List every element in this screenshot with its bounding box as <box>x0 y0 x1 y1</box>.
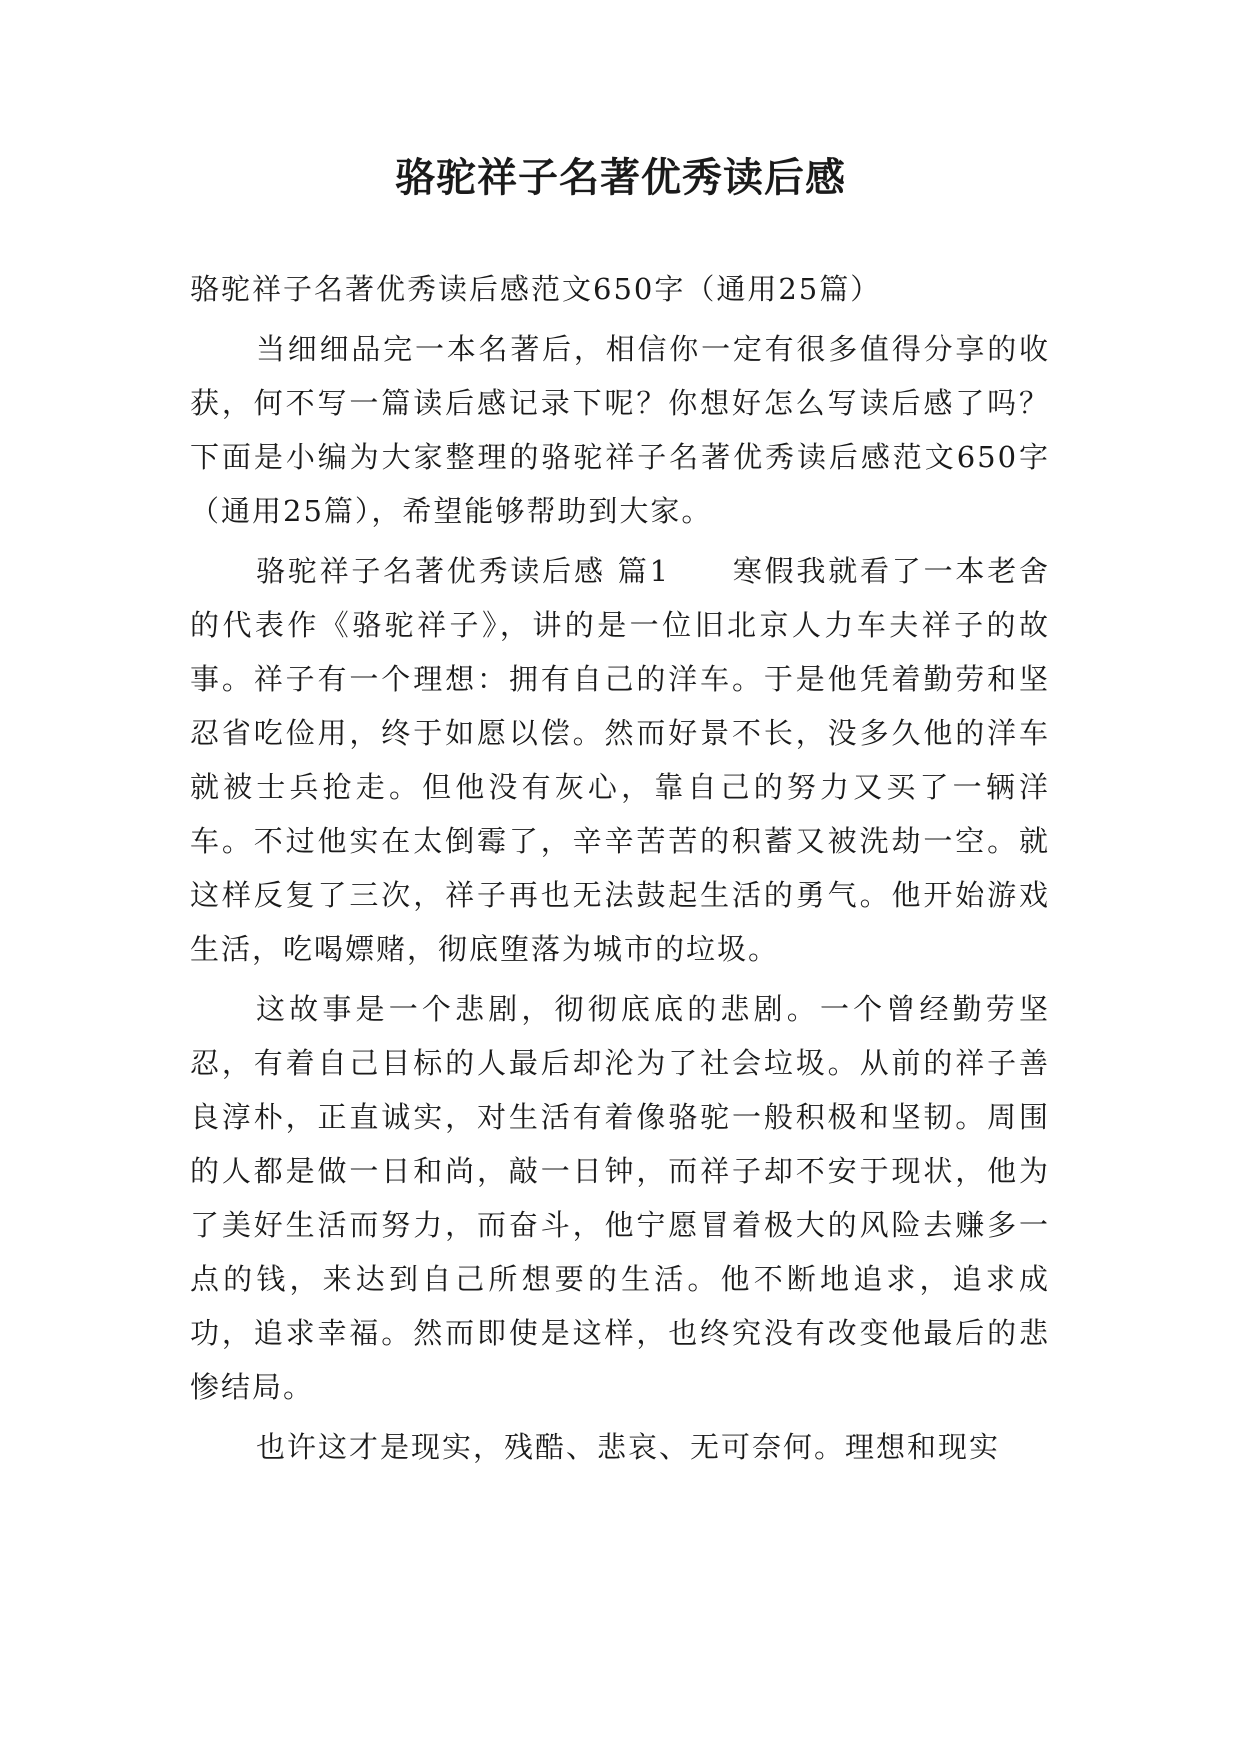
document-subtitle: 骆驼祥子名著优秀读后感范文650字（通用25篇） <box>190 272 882 306</box>
section-1-paragraph <box>190 544 1050 976</box>
document-body <box>190 262 1050 1480</box>
section-1-heading: 骆驼祥子名著优秀读后感 篇1 <box>256 554 671 588</box>
body-paragraph-3: 也许这才是现实，残酷、悲哀、无可奈何。理想和现实 <box>256 1430 1001 1464</box>
intro-paragraph: 当细细品完一本名著后，相信你一定有很多值得分享的收获，何不写一篇读后感记录下呢？你想好怎么写读后感了吗？下面是小编为大家整理的骆驼祥子名著优秀读后感范文650字（通用25篇），希望能够帮助到大家。 <box>190 332 1050 528</box>
body-paragraph-2: 这故事是一个悲剧，彻彻底底的悲剧。一个曾经勤劳坚忍，有着自己目标的人最后却沦为了社会垃圾。从前的祥子善良淳朴，正直诚实，对生活有着像骆驼一般积极和坚韧。周围的人都是做一日和尚，敲一日钟，而祥子却不安于现状，他为了美好生活而努力，而奋斗，他宁愿冒着极大的风险去赚多一点的钱，来达到自己所想要的生活。他不断地追求，追求成功，追求幸福。然而即使是这样，也终究没有改变他最后的悲惨结局。 <box>190 992 1050 1404</box>
section-1-text: 寒假我就看了一本老舍的代表作《骆驼祥子》，讲的是一位旧北京人力车夫祥子的故事。祥子有一个理想：拥有自己的洋车。于是他凭着勤劳和坚忍省吃俭用，终于如愿以偿。然而好景不长，没多久他的洋车就被士兵抢走。但他没有灰心，靠自己的努力又买了一辆洋车。不过他实在太倒霉了，辛辛苦苦的积蓄又被洗劫一空。就这样反复了三次，祥子再也无法鼓起生活的勇气。他开始游戏生活，吃喝嫖赌，彻底堕落为城市的垃圾。 <box>190 554 1050 966</box>
document-title: 骆驼祥子名著优秀读后感 <box>395 155 846 201</box>
